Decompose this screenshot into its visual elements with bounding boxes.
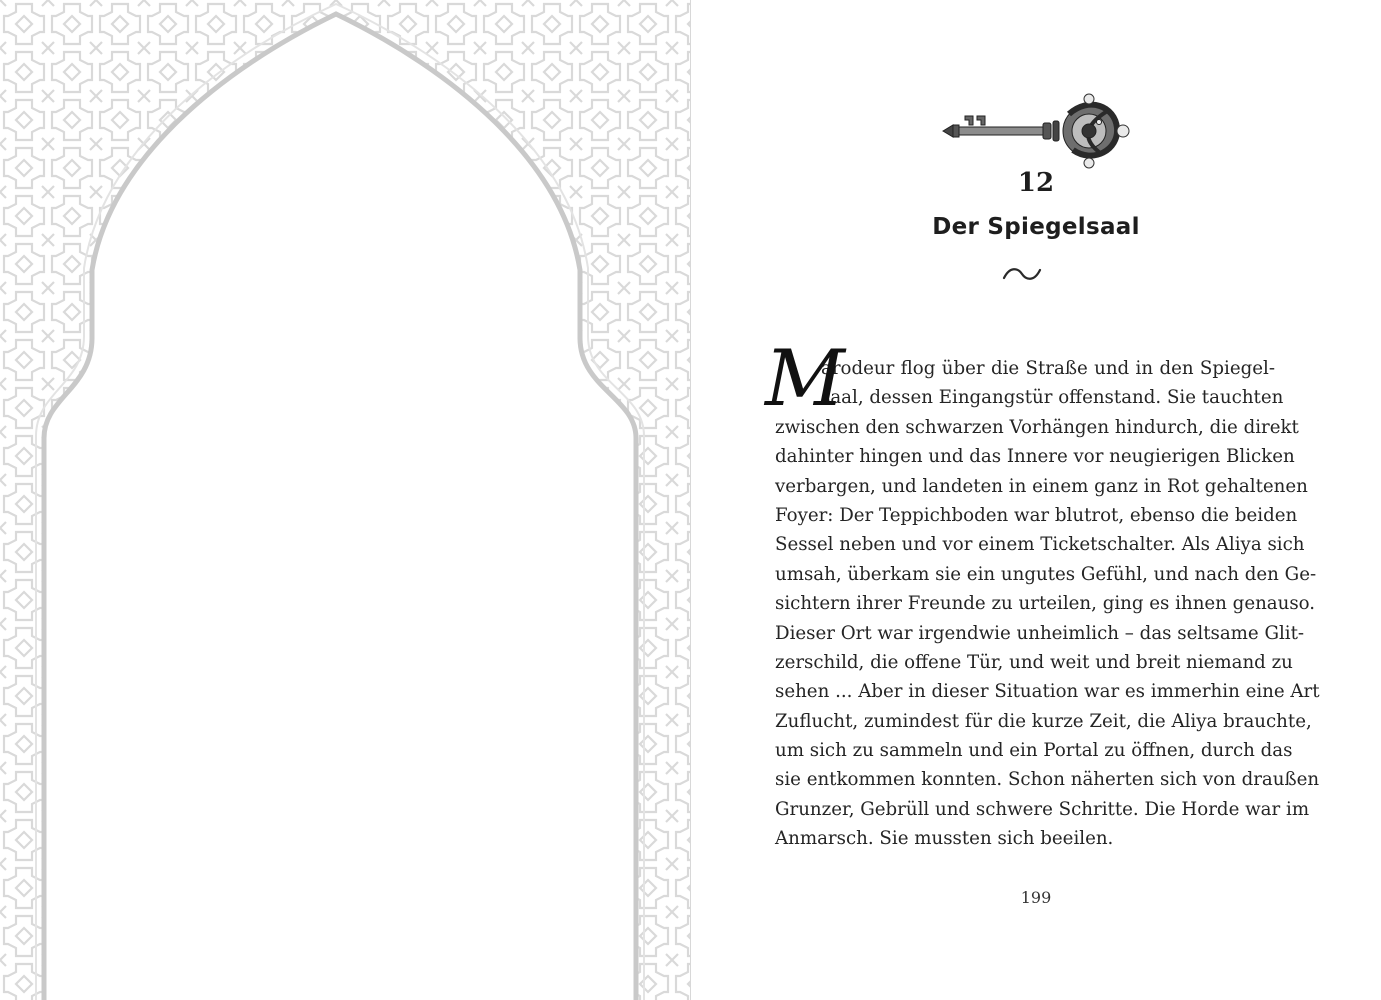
right-page [691, 0, 1381, 1000]
text-line: zerschild, die offene Tür, und weit und breit niemand zu [775, 651, 1293, 673]
chapter-body-text [765, 334, 1320, 854]
text-line: sie entkommen konnten. Schon näherten sich von draußen [775, 769, 1320, 791]
text-line: dahinter hingen und das Innere vor neugierigen Blicken [775, 446, 1295, 468]
page-number: 199 [1020, 888, 1052, 907]
left-page [0, 0, 690, 1000]
text-line: sichtern ihrer Freunde zu urteilen, ging es ihnen genauso. [775, 593, 1316, 615]
text-line: Anmarsch. Sie mussten sich beeilen. [775, 828, 1114, 850]
text-line: saal, dessen Eingangstür offenstand. Sie tauchten [821, 387, 1284, 409]
drop-cap: M [765, 334, 845, 424]
text-line: um sich zu sammeln und ein Portal zu öffnen, durch das [775, 740, 1293, 762]
geometric-pattern-icon [0, 0, 690, 1000]
tilde-swash-icon [1002, 262, 1042, 286]
text-line: verbargen, und landeten in einem ganz in Rot gehaltenen [775, 475, 1308, 497]
chapter-title: Der Spiegelsaal [932, 214, 1140, 240]
text-line: Zuflucht, zumindest für die kurze Zeit, die Aliya brauchte, [775, 710, 1312, 732]
text-line: sehen ... Aber in dieser Situation war es immerhin eine Art [775, 681, 1320, 703]
text-line: Foyer: Der Teppichboden war blutrot, ebenso die beiden [775, 504, 1298, 526]
ornate-key-icon [939, 92, 1131, 172]
text-line: Grunzer, Gebrüll und schwere Schritte. Die Horde war im [775, 798, 1310, 820]
text-line: Sessel neben und vor einem Ticketschalter. Als Aliya sich [775, 534, 1305, 556]
text-line: arodeur flog über die Straße und in den Spiegel- [821, 358, 1275, 379]
text-line: umsah, überkam sie ein ungutes Gefühl, und nach den Ge- [775, 563, 1317, 585]
chapter-number: 12 [1017, 168, 1055, 198]
text-line: Dieser Ort war irgendwie unheimlich – das seltsame Glit- [775, 622, 1305, 644]
text-line: zwischen den schwarzen Vorhängen hindurch, die direkt [775, 416, 1299, 438]
